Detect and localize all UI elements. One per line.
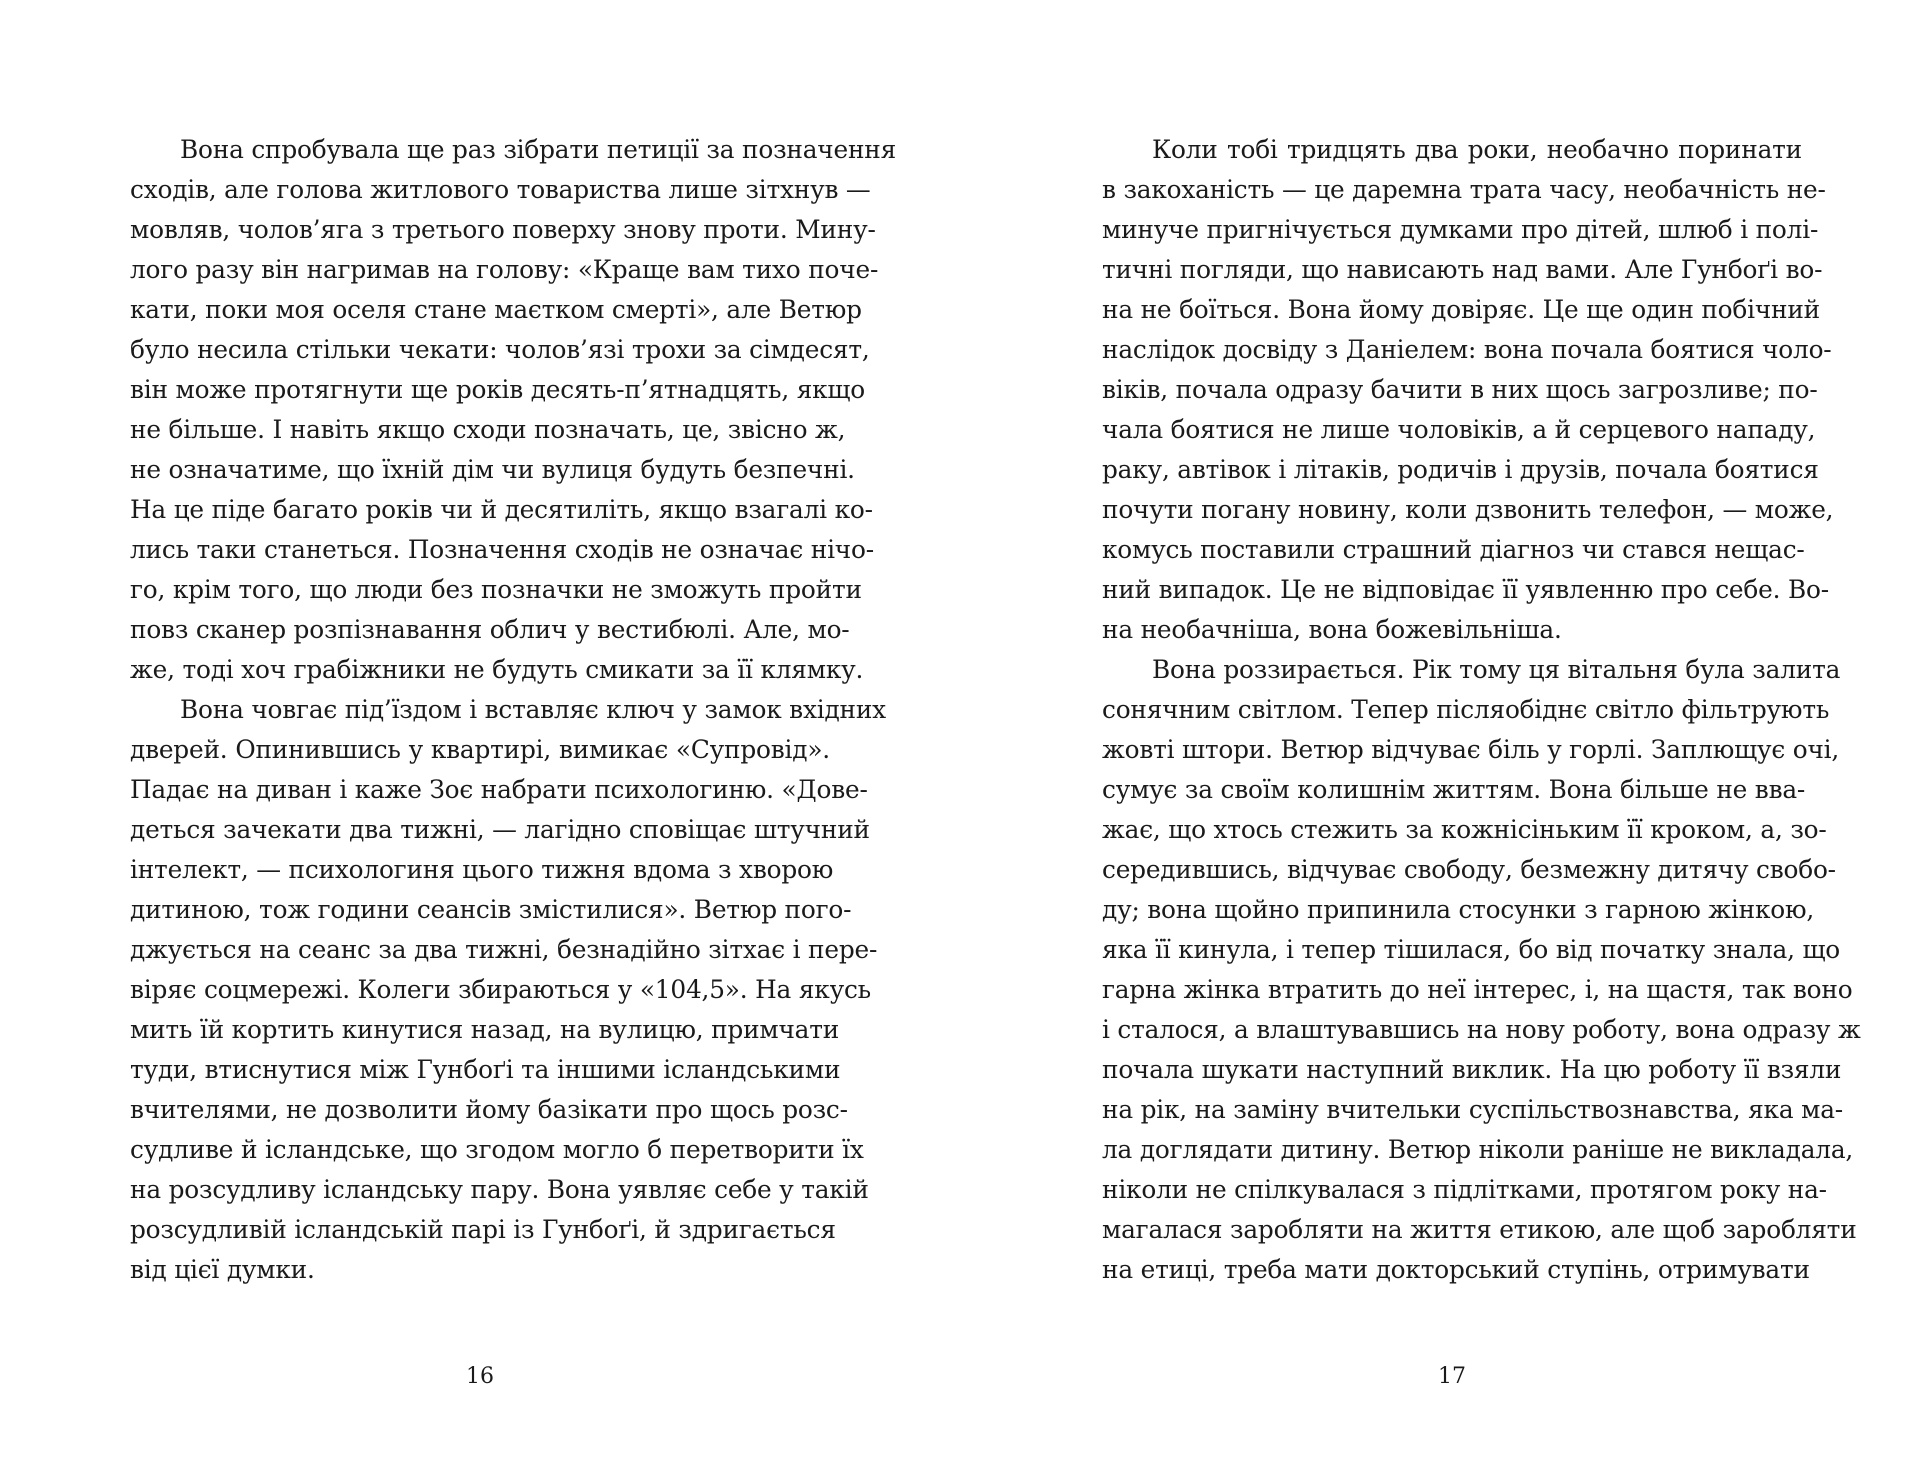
text-line: Падає на диван і каже Зоє набрати психологиню. «Дове- xyxy=(130,775,868,804)
text-line: магалася заробляти на життя етикою, але щоб заробляти xyxy=(1102,1215,1857,1244)
text-line: було несила стільки чекати: чолов’язі трохи за сімдесят, xyxy=(130,335,870,364)
text-line: на необачніша, вона божевільніша. xyxy=(1102,615,1562,644)
page-number: 17 xyxy=(1438,1364,1466,1389)
text-line: ний випадок. Це не відповідає її уявленню про себе. Во- xyxy=(1102,575,1829,604)
text-line: сумує за своїм колишнім життям. Вона більше не вва- xyxy=(1102,775,1806,804)
text-line: кати, поки моя оселя стане маєтком смерті», але Ветюр xyxy=(130,295,862,324)
left-page-text xyxy=(130,130,897,1290)
text-line: На це піде багато років чи й десятиліть, якщо взагалі ко- xyxy=(130,495,873,524)
text-line: яка її кинула, і тепер тішилася, бо від початку знала, що xyxy=(1102,935,1841,964)
text-line: Вона спробувала ще раз зібрати петиції за позначення xyxy=(180,135,897,164)
text-line: гарна жінка втратить до неї інтерес, і, на щастя, так воно xyxy=(1102,975,1853,1004)
text-line: сонячним світлом. Тепер післяобіднє світло фільтрують xyxy=(1102,695,1830,724)
text-line: мовляв, чолов’яга з третього поверху знову проти. Мину- xyxy=(130,215,876,244)
text-line: середившись, відчуває свободу, безмежну дитячу свобо- xyxy=(1102,855,1836,884)
text-line: лись таки станеться. Позначення сходів не означає нічо- xyxy=(130,535,874,564)
text-line: почути погану новину, коли дзвонить телефон, — може, xyxy=(1102,495,1834,524)
text-line: чала боятися не лише чоловіків, а й серцевого нападу, xyxy=(1102,415,1816,444)
text-line: же, тоді хоч грабіжники не будуть смикати за її клямку. xyxy=(130,655,864,684)
text-line: він може протягнути ще років десять-п’ятнадцять, якщо xyxy=(130,375,866,404)
text-line: Вона човгає під’їздом і вставляє ключ у замок вхідних xyxy=(180,695,886,724)
text-line: дитиною, тож години сеансів змістилися». Ветюр пого- xyxy=(130,895,852,924)
text-line: джується на сеанс за два тижні, безнадійно зітхає і пере- xyxy=(130,935,878,964)
text-line: вчителями, не дозволити йому базікати про щось розс- xyxy=(130,1095,848,1124)
text-line: віків, почала одразу бачити в них щось загрозливе; по- xyxy=(1102,375,1818,404)
text-line: не більше. І навіть якщо сходи позначать, це, звісно ж, xyxy=(130,415,846,444)
text-line: лого разу він нагримав на голову: «Краще вам тихо поче- xyxy=(130,255,879,284)
text-line: інтелект, — психологиня цього тижня вдома з хворою xyxy=(130,855,834,884)
text-line: і сталося, а влаштувавшись на нову роботу, вона одразу ж xyxy=(1102,1015,1861,1044)
text-line: розсудливій ісландській парі із Гунбоґі, й здригається xyxy=(130,1215,836,1244)
text-line: почала шукати наступний виклик. На цю роботу її взяли xyxy=(1102,1055,1842,1084)
text-line: раку, автівок і літаків, родичів і друзів, почала боятися xyxy=(1102,455,1819,484)
text-line: комусь поставили страшний діагноз чи стався нещас- xyxy=(1102,535,1805,564)
text-line: ду; вона щойно припинила стосунки з гарною жінкою, xyxy=(1102,895,1815,924)
text-line: ніколи не спілкувалася з підлітками, протягом року на- xyxy=(1102,1175,1827,1204)
text-line: деться зачекати два тижні, — лагідно сповіщає штучний xyxy=(130,815,870,844)
text-line: не означатиме, що їхній дім чи вулиця будуть безпечні. xyxy=(130,455,855,484)
text-line: Коли тобі тридцять два роки, необачно поринати xyxy=(1152,135,1802,164)
text-line: мить їй кортить кинутися назад, на вулицю, примчати xyxy=(130,1015,840,1044)
text-line: жовті штори. Ветюр відчуває біль у горлі. Заплющує очі, xyxy=(1102,735,1840,764)
text-line: сходів, але голова житлового товариства лише зітхнув — xyxy=(130,175,871,204)
text-line: на розсудливу ісландську пару. Вона уявляє себе у такій xyxy=(130,1175,869,1204)
text-line: судливе й ісландське, що згодом могло б перетворити їх xyxy=(130,1135,864,1164)
text-line: на етиці, треба мати докторський ступінь, отримувати xyxy=(1102,1255,1810,1284)
text-line: тичні погляди, що нависають над вами. Але Гунбоґі во- xyxy=(1102,255,1823,284)
text-line: ла доглядати дитину. Ветюр ніколи раніше не викладала, xyxy=(1102,1135,1854,1164)
text-line: туди, втиснутися між Гунбоґі та іншими ісландськими xyxy=(130,1055,841,1084)
text-line: від цієї думки. xyxy=(130,1255,315,1284)
text-line: повз сканер розпізнавання облич у вестибюлі. Але, мо- xyxy=(130,615,850,644)
text-line: го, крім того, що люди без позначки не зможуть пройти xyxy=(130,575,862,604)
text-line: минуче пригнічується думками про дітей, шлюб і полі- xyxy=(1102,215,1819,244)
text-line: на не боїться. Вона йому довіряє. Це ще один побічний xyxy=(1102,295,1821,324)
text-line: дверей. Опинившись у квартирі, вимикає «Супровід». xyxy=(130,735,830,764)
right-page xyxy=(960,0,1920,1477)
text-line: жає, що хтось стежить за кожнісіньким її кроком, а, зо- xyxy=(1102,815,1827,844)
text-line: віряє соцмережі. Колеги збираються у «104,5». На якусь xyxy=(130,975,871,1004)
text-line: в закоханість — це даремна трата часу, необачність не- xyxy=(1102,175,1826,204)
text-line: на рік, на заміну вчительки суспільствознавства, яка ма- xyxy=(1102,1095,1843,1124)
text-line: наслідок досвіду з Даніелем: вона почала боятися чоло- xyxy=(1102,335,1832,364)
page-number: 16 xyxy=(466,1364,494,1389)
right-page-text xyxy=(1102,130,1861,1290)
text-line: Вона роззирається. Рік тому ця вітальня була залита xyxy=(1152,655,1841,684)
